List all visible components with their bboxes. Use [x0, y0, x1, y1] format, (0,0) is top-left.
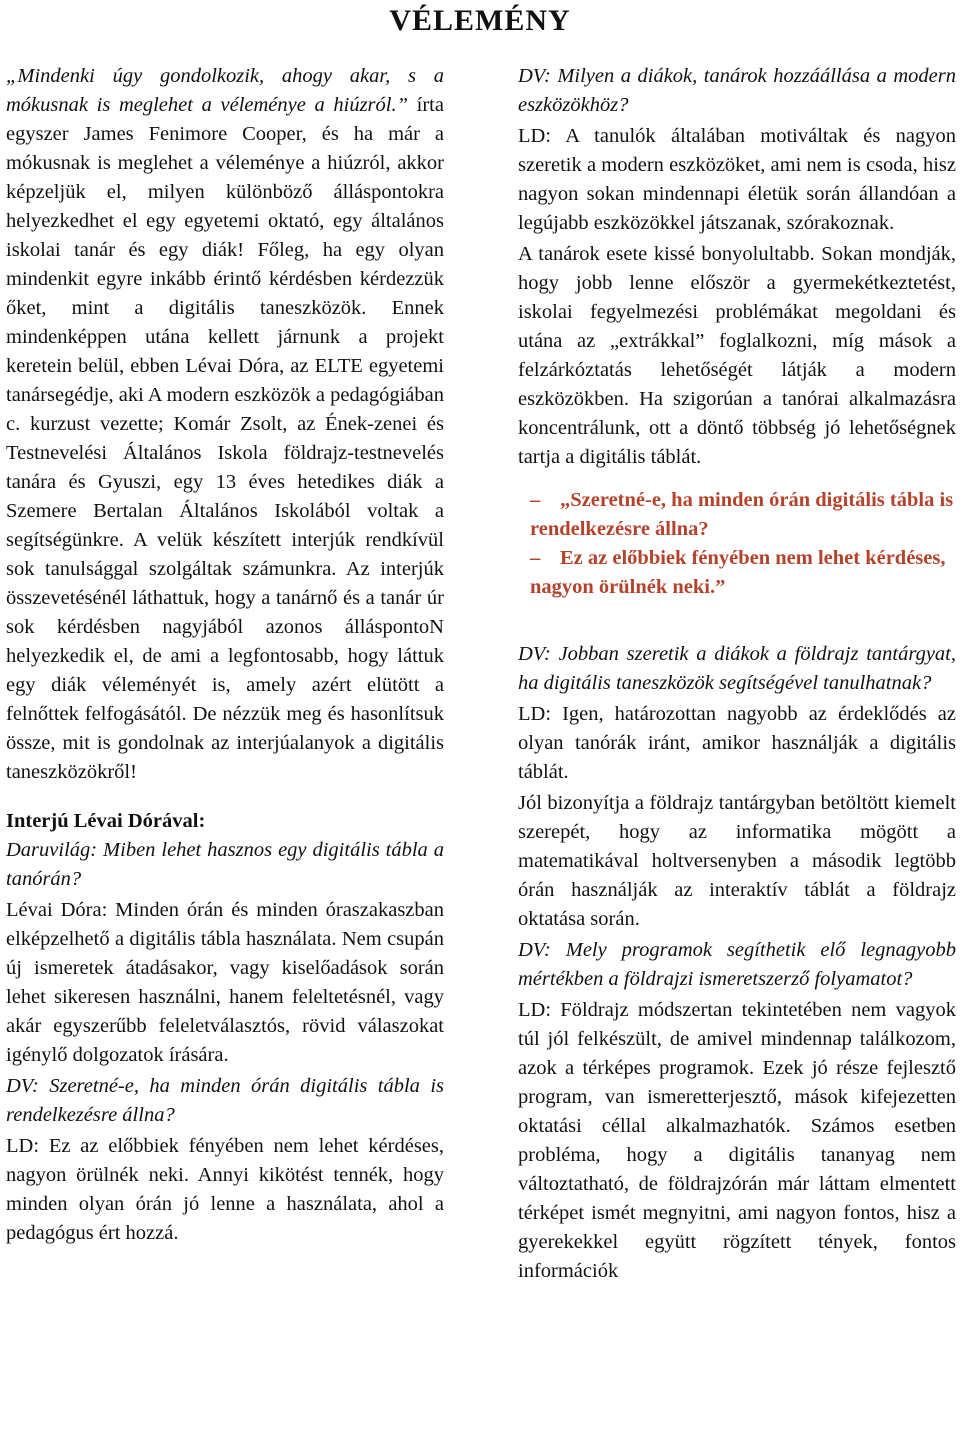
question-2: DV: Szeretné-e, ha minden órán digitális tábla is rendelkezésre állna? — [6, 1075, 444, 1126]
interview-heading: Interjú Lévai Dórával: — [6, 810, 206, 832]
intro-text: írta egyszer James Fenimore Cooper, és ha már a mókusnak is meglehet a véleménye a hiúzról, akkor képzeljük el, milyen különböző álláspontokra helyezkedhet el egy egyetemi oktató, egy általános iskolai tanár és egy diák! Főleg, ha egy olyan mindenkit egyre inkább érintő kérdésben kérdezzük őket, mint a digitális taneszközök. Ennek mindenképpen utána kellett járnunk a projekt keretein belül, ebben Lévai Dóra, az ELTE egyetemi tanársegédje, aki A modern eszközök a pedagógiában c. kurzust vezette; Komár Zsolt, az Ének-zenei és Testnevelési Általános Iskola földrajz-testnevelés tanára és Gyuszi, egy 13 éves hetedikes diák a Szemere Bertalan Általános Iskolából voltak a segítségünkre. A velük készített interjúk rendkívül sok tanulsággal szolgáltak számunkra. Az interjúk összevetésénél láthattuk, hogy a tanárnő és a tanár úr sok kérdésben nagyjából azonos álláspontoN helyezkedik el, de ami a legfontosabb, hogy láttuk egy diák véleményét is, amely azért elütött a felnőttek felfogásától. De nézzük meg és hasonlítsuk össze, mit is gondolnak az interjúalanyok a digitális taneszközökről! — [6, 94, 444, 783]
question-3: DV: Milyen a diákok, tanárok hozzáállása a modern eszközökhöz? — [518, 65, 956, 116]
answer-3b: A tanárok esete kissé bonyolultabb. Sokan mondják, hogy jobb lenne először a gyermekétkeztetést, iskolai fegyelmezési problémákat megoldani és utána az „extrákkal” foglalkozni, míg mások a felzárkóztatás lehetőségét látják a modern eszközökben. Ha szigorúan a tanórai alkalmazásra koncentrálunk, ott a döntő többség jó lehetőségnek tartja a digitális táblát. — [518, 243, 956, 468]
intro-paragraph — [6, 62, 444, 787]
pull-quote-line-1: – „Szeretné-e, ha minden órán digitális tábla is rendelkezésre állna? — [530, 489, 954, 540]
pull-quote-line-2: – Ez az előbbiek fényében nem lehet kérdéses, nagyon örülnék neki.” — [530, 547, 946, 598]
question-4: DV: Jobban szeretik a diákok a földrajz tantárgyat, ha digitális taneszközök segítségével tanulhatnak? — [518, 643, 956, 694]
answer-4: LD: Igen, határozottan nagyobb az érdeklődés az olyan tanórák iránt, amikor használják a digitális táblát. — [518, 703, 956, 783]
right-column — [518, 62, 956, 1288]
answer-2: LD: Ez az előbbiek fényében nem lehet kérdéses, nagyon örülnék neki. Annyi kikötést tennék, hogy minden olyan órán jó lenne a használata, ahol a pedagógus ért hozzá. — [6, 1135, 444, 1244]
question-5: DV: Mely programok segíthetik elő legnagyobb mértékben a földrajzi ismeretszerző folyamatot? — [518, 939, 956, 990]
page-title: VÉLEMÉNY — [389, 4, 571, 37]
question-1: Daruvilág: Miben lehet hasznos egy digitális tábla a tanórán? — [6, 839, 444, 890]
left-column — [6, 62, 444, 1250]
answer-5: LD: Földrajz módszertan tekintetében nem vagyok túl jól felkészült, de amivel mindennap találkozom, azok a térképes programok. Ezek jó része fejlesztő program, van ismeretterjesztő, mások kifejezetten oktatási céllal alkalmazhatók. Számos esetben probléma, hogy a digitális tananyag nem változtatható, de földrajzórán már láttam elmentett térképet ismét megnyitni, ami nagyon fontos, hisz a gyerekekkel együtt rögzített tények, fontos információk — [518, 999, 956, 1282]
pull-quote — [530, 486, 956, 602]
answer-4b: Jól bizonyítja a földrajz tantárgyban betöltött kiemelt szerepét, hogy az informatika mögött a matematikával holtversenyben a második legtöbb órán használják az interaktív táblát a földrajz oktatása során. — [518, 792, 956, 930]
answer-3: LD: A tanulók általában motiváltak és nagyon szeretik a modern eszközöket, ami nem is csoda, hisz nagyon sokan mindennapi életük során állandóan a legújabb eszközökkel játszanak, szórakoznak. — [518, 125, 956, 234]
answer-1: Lévai Dóra: Minden órán és minden óraszakaszban elképzelhető a digitális tábla használata. Nem csupán új ismeretek átadásakor, vagy kiselőadások során lehet sikeresen használni, hanem feleltetésnél, vagy akár egyszerűbb feleletválasztós, rövid válaszokat igénylő dolgozatok írására. — [6, 899, 444, 1066]
intro-quote: „Mindenki úgy gondolkozik, ahogy akar, s a mókusnak is meglehet a véleménye a hiúzról.” — [6, 65, 444, 116]
